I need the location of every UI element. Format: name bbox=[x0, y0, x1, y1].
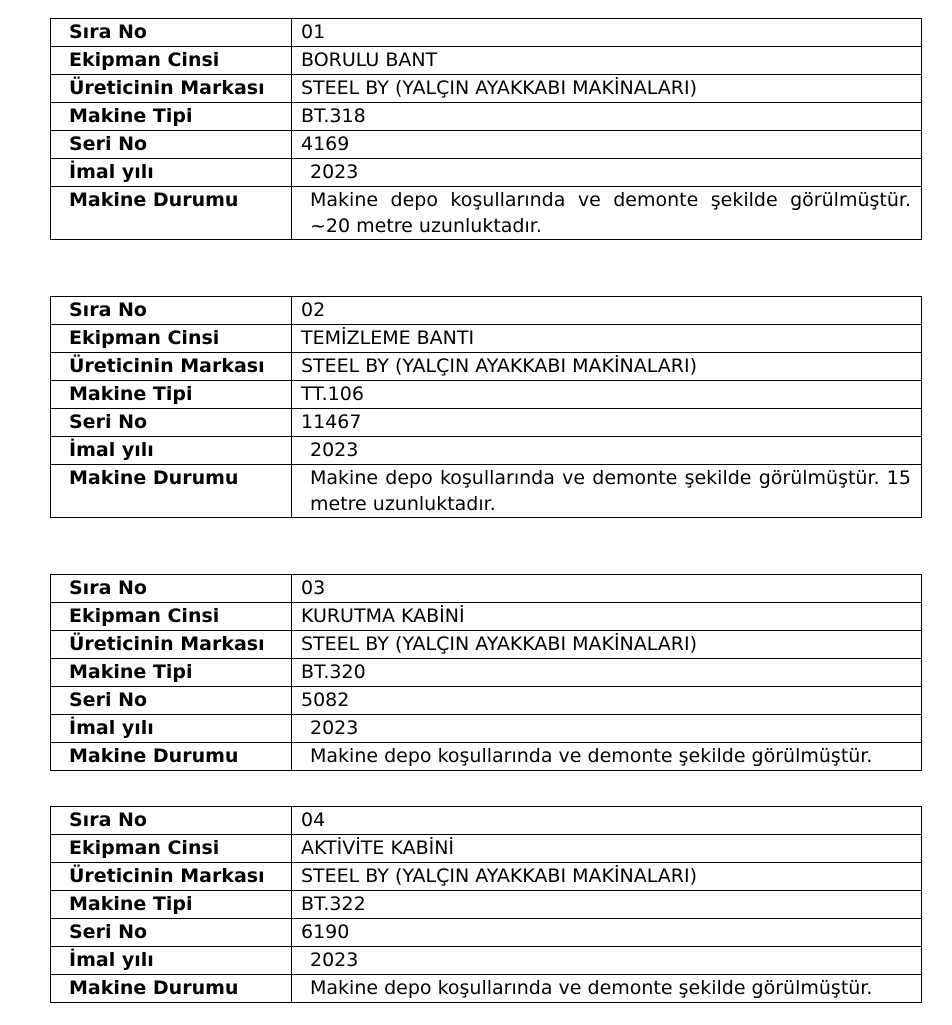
makine-tipi-label: Makine Tipi bbox=[51, 659, 292, 687]
ekipman-cinsi-value: KURUTMA KABİNİ bbox=[292, 603, 922, 631]
sira-no-value: 04 bbox=[292, 807, 922, 835]
row-makine-durumu bbox=[51, 743, 922, 771]
makine-tipi-value: TT.106 bbox=[292, 381, 922, 409]
ureticinin-markasi-label: Üreticinin Markası bbox=[51, 353, 292, 381]
row-makine-durumu bbox=[51, 975, 922, 1003]
row-ureticinin-markasi bbox=[51, 863, 922, 891]
row-sira-no bbox=[51, 19, 922, 47]
imal-yili-value: 2023 bbox=[292, 159, 922, 187]
row-ekipman-cinsi bbox=[51, 47, 922, 75]
makine-durumu-value: Makine depo koşullarında ve demonte şekilde görülmüştür. ~20 metre uzunluktadır. bbox=[292, 187, 922, 240]
makine-tipi-label: Makine Tipi bbox=[51, 381, 292, 409]
row-makine-tipi bbox=[51, 659, 922, 687]
row-sira-no bbox=[51, 807, 922, 835]
machine-table-1 bbox=[50, 18, 922, 240]
seri-no-label: Seri No bbox=[51, 919, 292, 947]
makine-tipi-value: BT.320 bbox=[292, 659, 922, 687]
row-makine-tipi bbox=[51, 381, 922, 409]
seri-no-label: Seri No bbox=[51, 409, 292, 437]
ureticinin-markasi-label: Üreticinin Markası bbox=[51, 75, 292, 103]
imal-yili-label: İmal yılı bbox=[51, 437, 292, 465]
row-sira-no bbox=[51, 575, 922, 603]
ureticinin-markasi-value: STEEL BY (YALÇIN AYAKKABI MAKİNALARI) bbox=[292, 75, 922, 103]
row-ekipman-cinsi bbox=[51, 325, 922, 353]
makine-tipi-label: Makine Tipi bbox=[51, 103, 292, 131]
seri-no-value: 11467 bbox=[292, 409, 922, 437]
ekipman-cinsi-label: Ekipman Cinsi bbox=[51, 603, 292, 631]
row-sira-no bbox=[51, 297, 922, 325]
row-seri-no bbox=[51, 131, 922, 159]
seri-no-value: 4169 bbox=[292, 131, 922, 159]
makine-durumu-value: Makine depo koşullarında ve demonte şekilde görülmüştür. bbox=[292, 975, 922, 1003]
ureticinin-markasi-label: Üreticinin Markası bbox=[51, 631, 292, 659]
makine-tipi-label: Makine Tipi bbox=[51, 891, 292, 919]
row-makine-durumu bbox=[51, 465, 922, 518]
makine-durumu-value: Makine depo koşullarında ve demonte şekilde görülmüştür. bbox=[292, 743, 922, 771]
row-ekipman-cinsi bbox=[51, 603, 922, 631]
imal-yili-value: 2023 bbox=[292, 437, 922, 465]
seri-no-label: Seri No bbox=[51, 131, 292, 159]
ekipman-cinsi-value: TEMİZLEME BANTI bbox=[292, 325, 922, 353]
makine-durumu-label: Makine Durumu bbox=[51, 465, 292, 518]
ekipman-cinsi-label: Ekipman Cinsi bbox=[51, 325, 292, 353]
row-ureticinin-markasi bbox=[51, 75, 922, 103]
row-ekipman-cinsi bbox=[51, 835, 922, 863]
makine-durumu-label: Makine Durumu bbox=[51, 975, 292, 1003]
sira-no-value: 01 bbox=[292, 19, 922, 47]
sira-no-label: Sıra No bbox=[51, 19, 292, 47]
ekipman-cinsi-label: Ekipman Cinsi bbox=[51, 835, 292, 863]
makine-tipi-value: BT.318 bbox=[292, 103, 922, 131]
seri-no-label: Seri No bbox=[51, 687, 292, 715]
machine-table-2 bbox=[50, 296, 922, 518]
ureticinin-markasi-value: STEEL BY (YALÇIN AYAKKABI MAKİNALARI) bbox=[292, 631, 922, 659]
seri-no-value: 6190 bbox=[292, 919, 922, 947]
row-ureticinin-markasi bbox=[51, 631, 922, 659]
row-makine-tipi bbox=[51, 891, 922, 919]
ekipman-cinsi-value: BORULU BANT bbox=[292, 47, 922, 75]
machine-table-3 bbox=[50, 574, 922, 771]
row-imal-yili bbox=[51, 437, 922, 465]
row-seri-no bbox=[51, 409, 922, 437]
row-makine-tipi bbox=[51, 103, 922, 131]
row-imal-yili bbox=[51, 947, 922, 975]
makine-durumu-label: Makine Durumu bbox=[51, 187, 292, 240]
sira-no-value: 03 bbox=[292, 575, 922, 603]
ureticinin-markasi-value: STEEL BY (YALÇIN AYAKKABI MAKİNALARI) bbox=[292, 353, 922, 381]
ekipman-cinsi-label: Ekipman Cinsi bbox=[51, 47, 292, 75]
ekipman-cinsi-value: AKTİVİTE KABİNİ bbox=[292, 835, 922, 863]
row-ureticinin-markasi bbox=[51, 353, 922, 381]
row-makine-durumu bbox=[51, 187, 922, 240]
sira-no-label: Sıra No bbox=[51, 575, 292, 603]
row-imal-yili bbox=[51, 715, 922, 743]
imal-yili-value: 2023 bbox=[292, 947, 922, 975]
imal-yili-label: İmal yılı bbox=[51, 159, 292, 187]
imal-yili-label: İmal yılı bbox=[51, 715, 292, 743]
sira-no-label: Sıra No bbox=[51, 807, 292, 835]
seri-no-value: 5082 bbox=[292, 687, 922, 715]
machine-table-4 bbox=[50, 806, 922, 1003]
row-seri-no bbox=[51, 919, 922, 947]
ureticinin-markasi-label: Üreticinin Markası bbox=[51, 863, 292, 891]
ureticinin-markasi-value: STEEL BY (YALÇIN AYAKKABI MAKİNALARI) bbox=[292, 863, 922, 891]
row-seri-no bbox=[51, 687, 922, 715]
makine-durumu-value: Makine depo koşullarında ve demonte şekilde görülmüştür. 15 metre uzunluktadır. bbox=[292, 465, 922, 518]
sira-no-value: 02 bbox=[292, 297, 922, 325]
makine-durumu-label: Makine Durumu bbox=[51, 743, 292, 771]
imal-yili-label: İmal yılı bbox=[51, 947, 292, 975]
sira-no-label: Sıra No bbox=[51, 297, 292, 325]
makine-tipi-value: BT.322 bbox=[292, 891, 922, 919]
imal-yili-value: 2023 bbox=[292, 715, 922, 743]
row-imal-yili bbox=[51, 159, 922, 187]
